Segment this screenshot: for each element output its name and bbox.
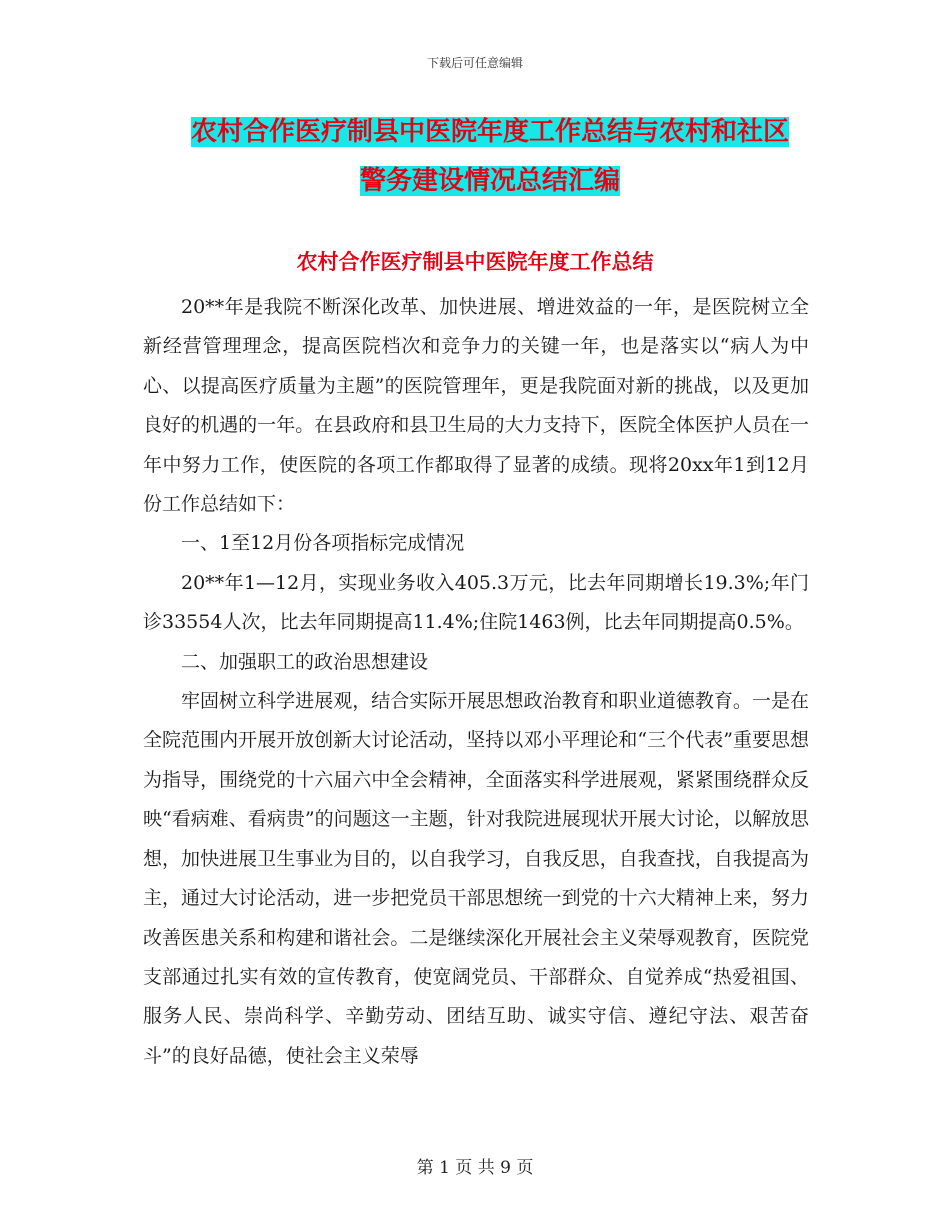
- paragraph: 牢固树立科学进展观，结合实际开展思想政治教育和职业道德教育。一是在全院范围内开展开放创新大讨论活动，坚持以邓小平理论和“三个代表”重要思想为指导，围绕党的十六届六中全会精神，全面落实科学进展观，紧紧围绕群众反映“看病难、看病贵”的问题这一主题，针对我院进展现状开展大讨论，以解放思想，加快进展卫生事业为目的，以自我学习，自我反思，自我查找，自我提高为主，通过大讨论活动，进一步把党员干部思想统一到党的十六大精神上来，努力改善医患关系和构建和谐社会。二是继续深化开展社会主义荣辱观教育，医院党支部通过扎实有效的宣传教育，使宽阔党员、干部群众、自觉养成“热爱祖国、服务人民、崇尚科学、辛勤劳动、团结互助、诚实守信、遵纪守法、艰苦奋斗”的良好品德，使社会主义荣辱: [143, 690, 809, 1067]
- paragraph: 20**年1—12月，实现业务收入405.3万元，比去年同期增长19.3%;年门诊33554人次，比去年同期提高11.4%;住院1463例，比去年同期提高0.5%。: [143, 571, 809, 634]
- document-title-line1: 农村合作医疗制县中医院年度工作总结与农村和社区: [190, 117, 789, 147]
- paragraph: 20**年是我院不断深化改革、加快进展、增进效益的一年，是医院树立全新经营管理理念，提高医院档次和竞争力的关键一年，也是落实以“病人为中心、以提高医疗质量为主题”的医院管理年，更是我院面对新的挑战，以及更加良好的机遇的一年。在县政府和县卫生局的大力支持下，医院全体医护人员在一年中努力工作，使医院的各项工作都取得了显著的成绩。现将20xx年1到12月份工作总结如下：: [143, 296, 809, 516]
- body-text: [143, 288, 809, 1076]
- page-footer: 第 1 页 共 9 页: [416, 1158, 534, 1178]
- document-title-line2: 警务建设情况总结汇编: [359, 166, 620, 196]
- section-title: 农村合作医疗制县中医院年度工作总结: [296, 249, 654, 274]
- paragraph-heading: 一、1至12月份各项指标完成情况: [181, 532, 465, 555]
- header-note: 下载后可任意编辑: [426, 56, 523, 70]
- paragraph-heading: 二、加强职工的政治思想建设: [181, 650, 429, 673]
- document-title: [160, 108, 820, 206]
